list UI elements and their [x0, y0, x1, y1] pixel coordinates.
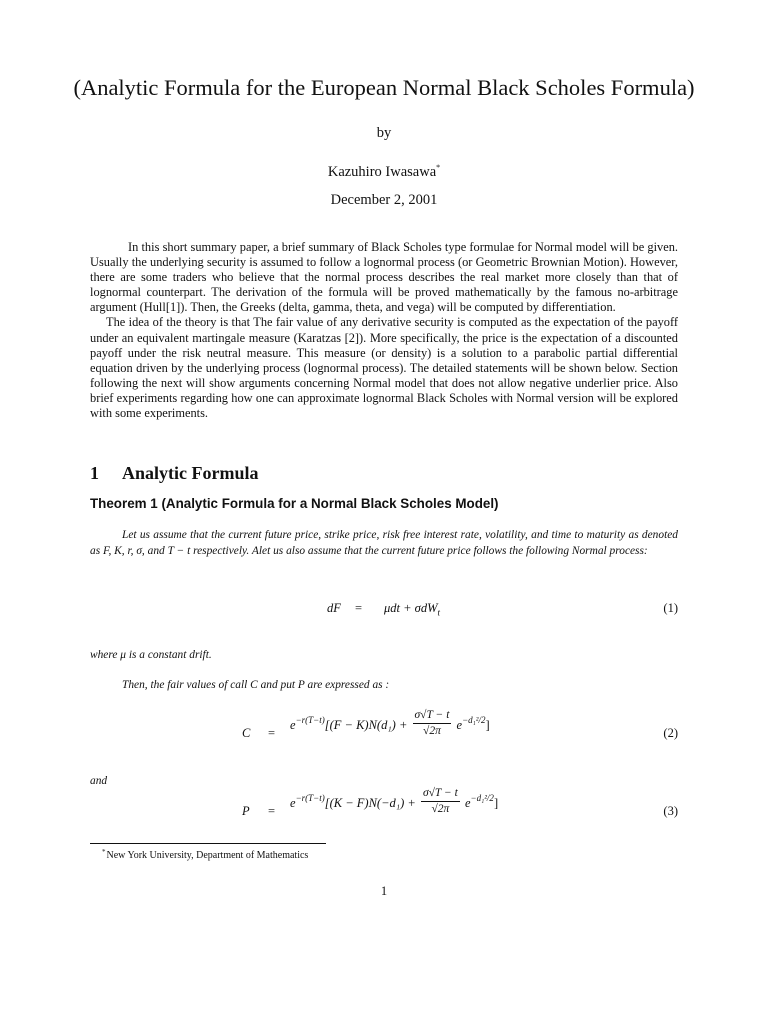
abstract	[90, 240, 678, 421]
eq2-exp-base: e	[290, 717, 296, 732]
eq3-tail-exponent: −d₁²/2	[470, 792, 494, 803]
eq3-fraction-numerator: σ√T − t	[421, 786, 460, 802]
author-name: Kazuhiro Iwasawa	[327, 164, 437, 180]
by-line: by	[376, 125, 392, 141]
equation-3	[90, 786, 678, 832]
eq3-rhs	[290, 786, 498, 817]
eq2-fraction-numerator: σ√T − t	[413, 708, 452, 724]
drift-note: where μ is a constant drift.	[90, 649, 212, 661]
abstract-paragraph-1: In this short summary paper, a brief summary of Black Scholes type formulae for Normal model will be given. Usually the underlying security is assumed to follow a lognormal process (or Geometric Brownian Motion). However, there are some traders who believe that the normal process describes the real market more closely than that of lognormal counterpart. The derivation of the formula will be proved mathematically by the famous no-arbitrage argument (Hull[1]). Then, the Greeks (delta, gamma, theta, and vega) will be computed by differentiation.	[90, 240, 678, 315]
equation-2	[90, 708, 678, 754]
author-line	[60, 163, 708, 181]
eq3-lhs: P	[242, 804, 250, 818]
eq3-close: ]	[493, 795, 499, 810]
footnote-rule	[90, 843, 326, 844]
footnote-mark: *	[102, 848, 106, 856]
eq2-number: (2)	[663, 726, 678, 740]
equation-1	[90, 601, 678, 621]
eq2-body: [(F − K)N(d₁) +	[324, 717, 408, 732]
eq3-fraction-denominator: √2π	[431, 803, 450, 815]
abstract-paragraph-2: The idea of the theory is that The fair value of any derivative security is computed as the expectation of the payoff under an equivalent martingale measure (Karatzas [2]). More specifically, the price is the expectation of a discounted payoff under the risk neutral measure. This measure (or density) is a solution to a parabolic partial differential equation driven by the underlying process (lognormal process). The detailed statements will be shown below. Section following the next will show arguments concerning Normal model that does not allow negative underlier price. Also brief experiments regarding how one can approximate lognormal Black Scholes with Normal version will be explored with some experiments.	[90, 315, 678, 421]
eq1-equals: =	[355, 601, 363, 615]
eq1-lhs: dF	[327, 601, 341, 615]
and-connector: and	[90, 775, 108, 787]
eq3-exp-base: e	[290, 795, 296, 810]
section-number: 1	[90, 463, 99, 483]
eq2-equals: =	[268, 726, 276, 740]
eq1-rhs-main: μdt + σdW	[384, 601, 438, 615]
eq2-tail-base: e	[456, 717, 463, 732]
eq3-fraction	[421, 786, 460, 817]
author-footnote-mark: *	[436, 163, 441, 172]
section-title: Analytic Formula	[122, 463, 259, 483]
eq3-number: (3)	[663, 804, 678, 818]
eq1-rhs-sub: t	[437, 607, 441, 618]
eq2-rhs	[290, 708, 490, 739]
paper-title: (Analytic Formula for the European Normal Black Scholes Formula)	[73, 75, 695, 100]
page-number: 1	[380, 884, 388, 898]
theorem-paragraph: Let us assume that the current future price, strike price, risk free interest rate, volatility, and time to maturity as denoted as F, K, r, σ, and T − t respectively. Alet us also assume that the current future price follows the following Normal process:	[90, 529, 678, 557]
eq2-tail-exponent: −d₁²/2	[462, 714, 486, 725]
eq3-equals: =	[268, 804, 276, 818]
fair-values-intro: Then, the fair values of call C and put P are expressed as :	[122, 679, 390, 691]
eq2-lhs: C	[242, 726, 251, 740]
theorem-heading: Theorem 1 (Analytic Formula for a Normal Black Scholes Model)	[90, 496, 499, 511]
eq2-close: ]	[485, 717, 490, 732]
eq3-exponent: −r(T−t)	[295, 792, 325, 803]
footnote	[102, 848, 308, 861]
eq1-rhs	[384, 601, 440, 618]
footnote-text: New York University, Department of Mathematics	[106, 850, 309, 861]
eq1-number: (1)	[663, 601, 678, 615]
eq3-body: [(K − F)N(−d₁) +	[324, 795, 416, 810]
eq2-exponent: −r(T−t)	[295, 714, 325, 725]
eq3-tail-base: e	[464, 795, 471, 810]
paper-date: December 2, 2001	[330, 192, 438, 208]
eq2-fraction-denominator: √2π	[423, 725, 441, 737]
section-heading	[90, 463, 259, 484]
eq2-fraction	[413, 708, 452, 739]
